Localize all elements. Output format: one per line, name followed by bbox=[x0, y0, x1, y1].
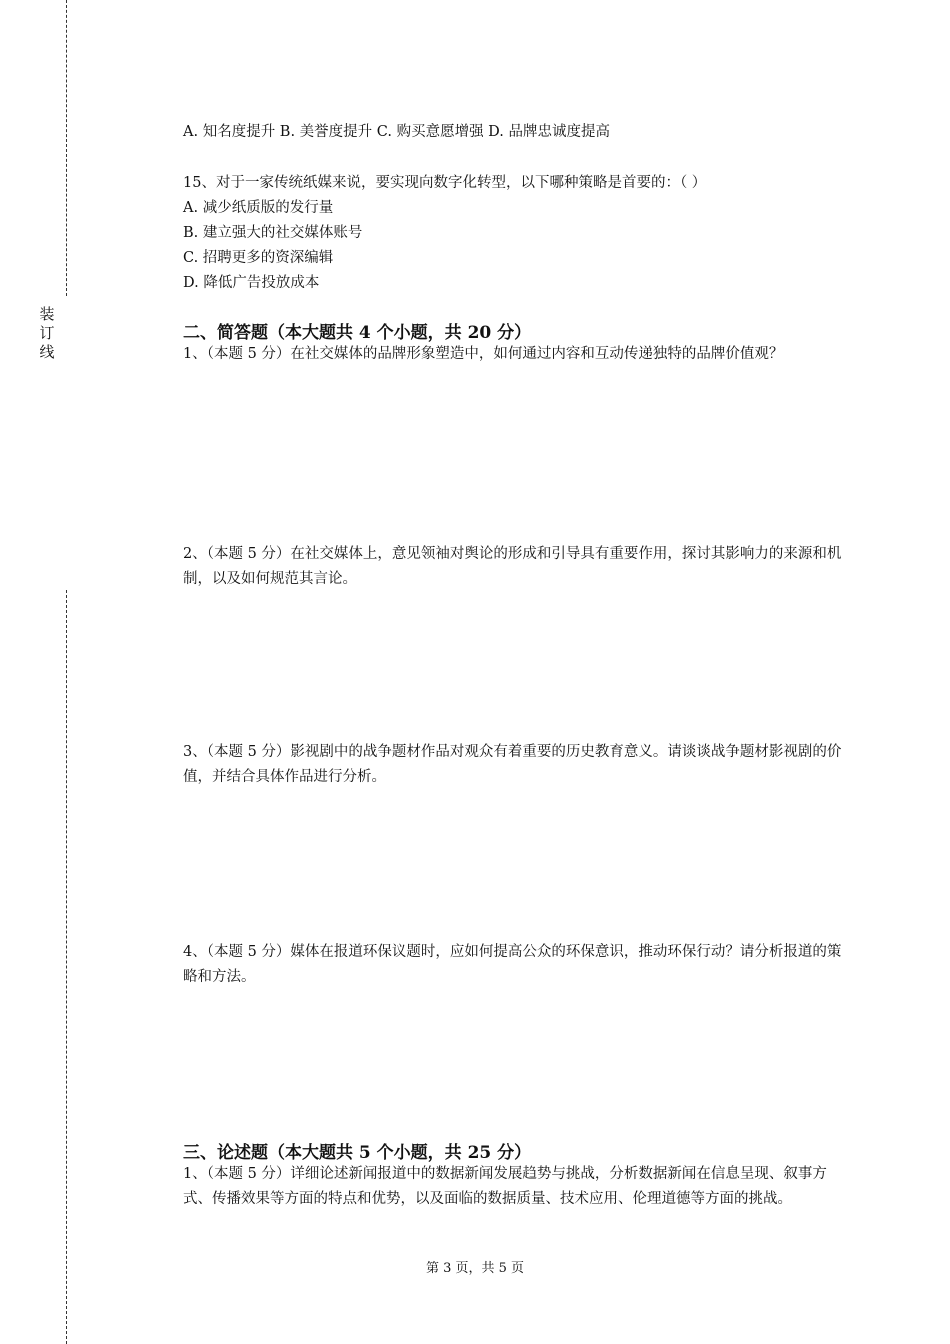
q15-option-b: B. 建立强大的社交媒体账号 bbox=[183, 225, 363, 241]
q15-option-d: D. 降低广告投放成本 bbox=[183, 275, 320, 291]
q15-option-a: A. 减少纸质版的发行量 bbox=[183, 200, 334, 216]
binding-char: 线 bbox=[39, 343, 55, 361]
q15-option-c: C. 招聘更多的资深编辑 bbox=[183, 250, 334, 266]
binding-dashed-line-top bbox=[66, 0, 67, 296]
binding-line-label bbox=[38, 305, 56, 362]
section3-heading: 三、论述题（本大题共 5 个小题，共 25 分） bbox=[183, 1143, 532, 1163]
binding-char: 装 bbox=[39, 305, 55, 323]
page-footer: 第 3 页，共 5 页 bbox=[425, 1261, 525, 1276]
section2-question-2: 2、（本题 5 分）在社交媒体上，意见领袖对舆论的形成和引导具有重要作用，探讨其影响力的来源和机制，以及如何规范其言论。 bbox=[183, 546, 842, 587]
q14-options: A. 知名度提升 B. 美誉度提升 C. 购买意愿增强 D. 品牌忠诚度提高 bbox=[183, 124, 611, 140]
q15-stem: 15、对于一家传统纸媒来说，要实现向数字化转型，以下哪种策略是首要的：（ ） bbox=[183, 175, 707, 191]
section2-question-1: 1、（本题 5 分）在社交媒体的品牌形象塑造中，如何通过内容和互动传递独特的品牌价值观？ bbox=[183, 346, 784, 362]
section2-heading: 二、简答题（本大题共 4 个小题，共 20 分） bbox=[183, 323, 532, 343]
binding-dashed-line-bottom bbox=[66, 590, 67, 1344]
section2-question-4: 4、（本题 5 分）媒体在报道环保议题时，应如何提高公众的环保意识，推动环保行动？请分析报道的策略和方法。 bbox=[183, 944, 842, 985]
binding-char: 订 bbox=[39, 324, 55, 342]
section2-question-3: 3、（本题 5 分）影视剧中的战争题材作品对观众有着重要的历史教育意义。请谈谈战争题材影视剧的价值，并结合具体作品进行分析。 bbox=[183, 744, 842, 785]
section3-question-1: 1、（本题 5 分）详细论述新闻报道中的数据新闻发展趋势与挑战，分析数据新闻在信息呈现、叙事方式、传播效果等方面的特点和优势，以及面临的数据质量、技术应用、伦理道德等方面的挑战。 bbox=[183, 1166, 827, 1207]
